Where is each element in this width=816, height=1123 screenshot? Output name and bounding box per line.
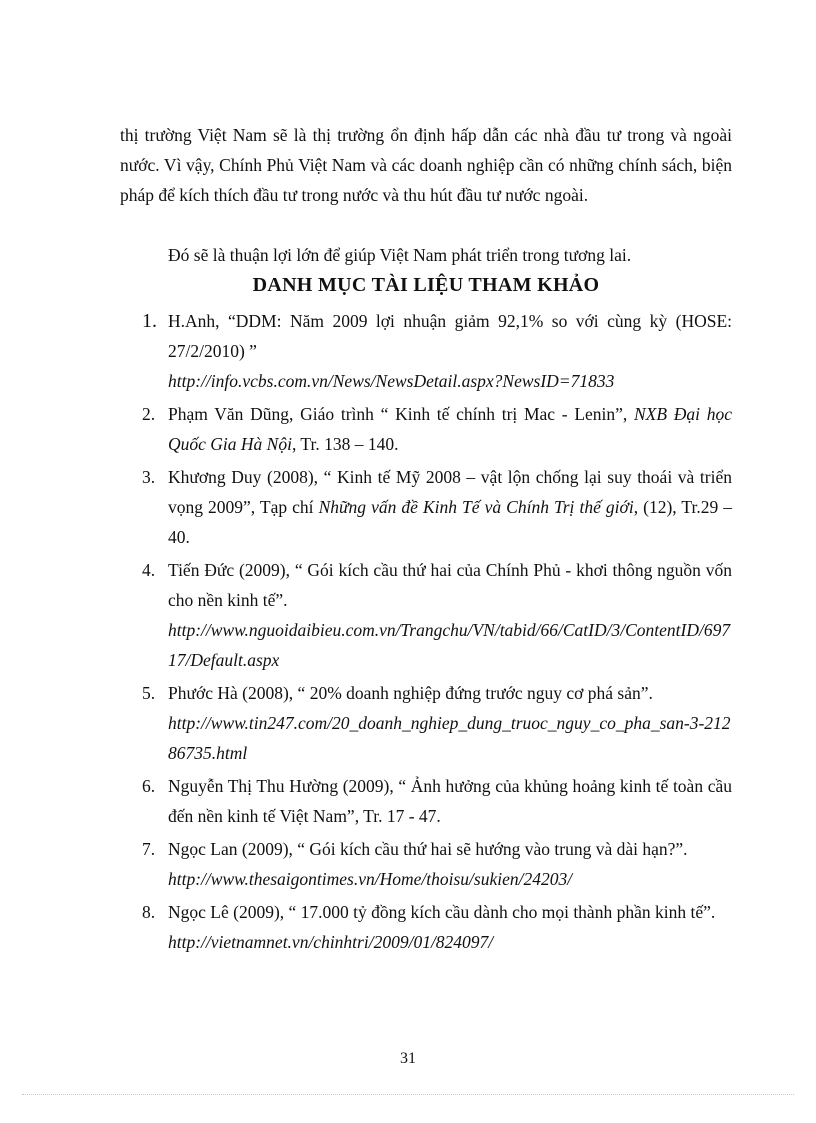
reference-item-8 [120,897,732,957]
reference-text: Nguyễn Thị Thu Hường (2009), “ Ảnh hưởng của khủng hoảng kinh tế toàn cầu đến nền kinh tế Việt Nam”, Tr. 17 - 47. [168,776,732,826]
reference-number: 4. [142,560,156,580]
reference-pages: , Tr. 138 – 140. [291,434,399,454]
reference-item-5 [120,678,732,768]
reference-publisher: NXB Đại học Quốc Gia Hà Nội [168,404,732,454]
reference-number: 3. [142,467,156,487]
reference-journal: Những vấn đề Kinh Tế và Chính Trị thế giới [318,497,634,517]
references-heading: DANH MỤC TÀI LIỆU THAM KHẢO [252,274,600,296]
reference-number: 1. [142,310,157,332]
reference-item-3 [120,462,732,552]
body-paragraph-2: Đó sẽ là thuận lợi lớn để giúp Việt Nam phát triển trong tương lai. [168,245,632,265]
reference-text: Ngọc Lê (2009), “ 17.000 tỷ đồng kích cầu dành cho mọi thành phần kinh tế”. [168,902,716,922]
reference-item-6 [120,771,732,831]
references-list [120,306,732,960]
reference-item-4 [120,555,732,675]
reference-url[interactable]: http://vietnamnet.vn/chinhtri/2009/01/824097/ [168,932,494,952]
reference-url[interactable]: http://www.thesaigontimes.vn/Home/thoisu/sukien/24203/ [168,869,573,889]
body-paragraph-1: thị trường Việt Nam sẽ là thị trường ổn định hấp dẫn các nhà đầu tư trong và ngoài nước. Vì vậy, Chính Phủ Việt Nam và các doanh nghiệp cần có những chính sách, biện pháp để kích thích đầu tư trong nước và thu hút đầu tư nước ngoài. [120,125,732,205]
reference-url[interactable]: http://info.vcbs.com.vn/News/NewsDetail.aspx?NewsID=71833 [168,371,615,391]
reference-text: Phạm Văn Dũng, Giáo trình “ Kinh tế chính trị Mac - Lenin”, [168,404,634,424]
reference-number: 5. [142,683,156,703]
reference-item-1 [120,306,732,396]
footer-divider [22,1094,794,1095]
reference-number: 6. [142,776,156,796]
reference-item-2 [120,399,732,459]
reference-text: H.Anh, “DDM: Năm 2009 lợi nhuận giảm 92,1% so với cùng kỳ (HOSE: 27/2/2010) ” [168,311,732,361]
reference-text: Khương Duy (2008), “ Kinh tế Mỹ 2008 – vật lộn chống lại suy thoái và triển vọng 2009”, Tạp chí [168,467,732,517]
page-number: 31 [400,1050,416,1067]
reference-text: Phước Hà (2008), “ 20% doanh nghiệp đứng trước nguy cơ phá sản”. [168,683,653,703]
reference-number: 2. [142,404,156,424]
reference-text: Ngọc Lan (2009), “ Gói kích cầu thứ hai sẽ hướng vào trung và dài hạn?”. [168,839,688,859]
reference-url[interactable]: http://www.nguoidaibieu.com.vn/Trangchu/VN/tabid/66/CatID/3/ContentID/69717/Default.aspx [168,620,731,670]
reference-number: 8. [142,902,156,922]
reference-pages: , (12), Tr.29 – 40. [168,497,732,547]
reference-item-7 [120,834,732,894]
reference-number: 7. [142,839,156,859]
reference-text: Tiến Đức (2009), “ Gói kích cầu thứ hai của Chính Phủ - khơi thông nguồn vốn cho nền kinh tế”. [168,560,732,610]
reference-url[interactable]: http://www.tin247.com/20_doanh_nghiep_dung_truoc_nguy_co_pha_san-3-21286735.html [168,713,731,763]
